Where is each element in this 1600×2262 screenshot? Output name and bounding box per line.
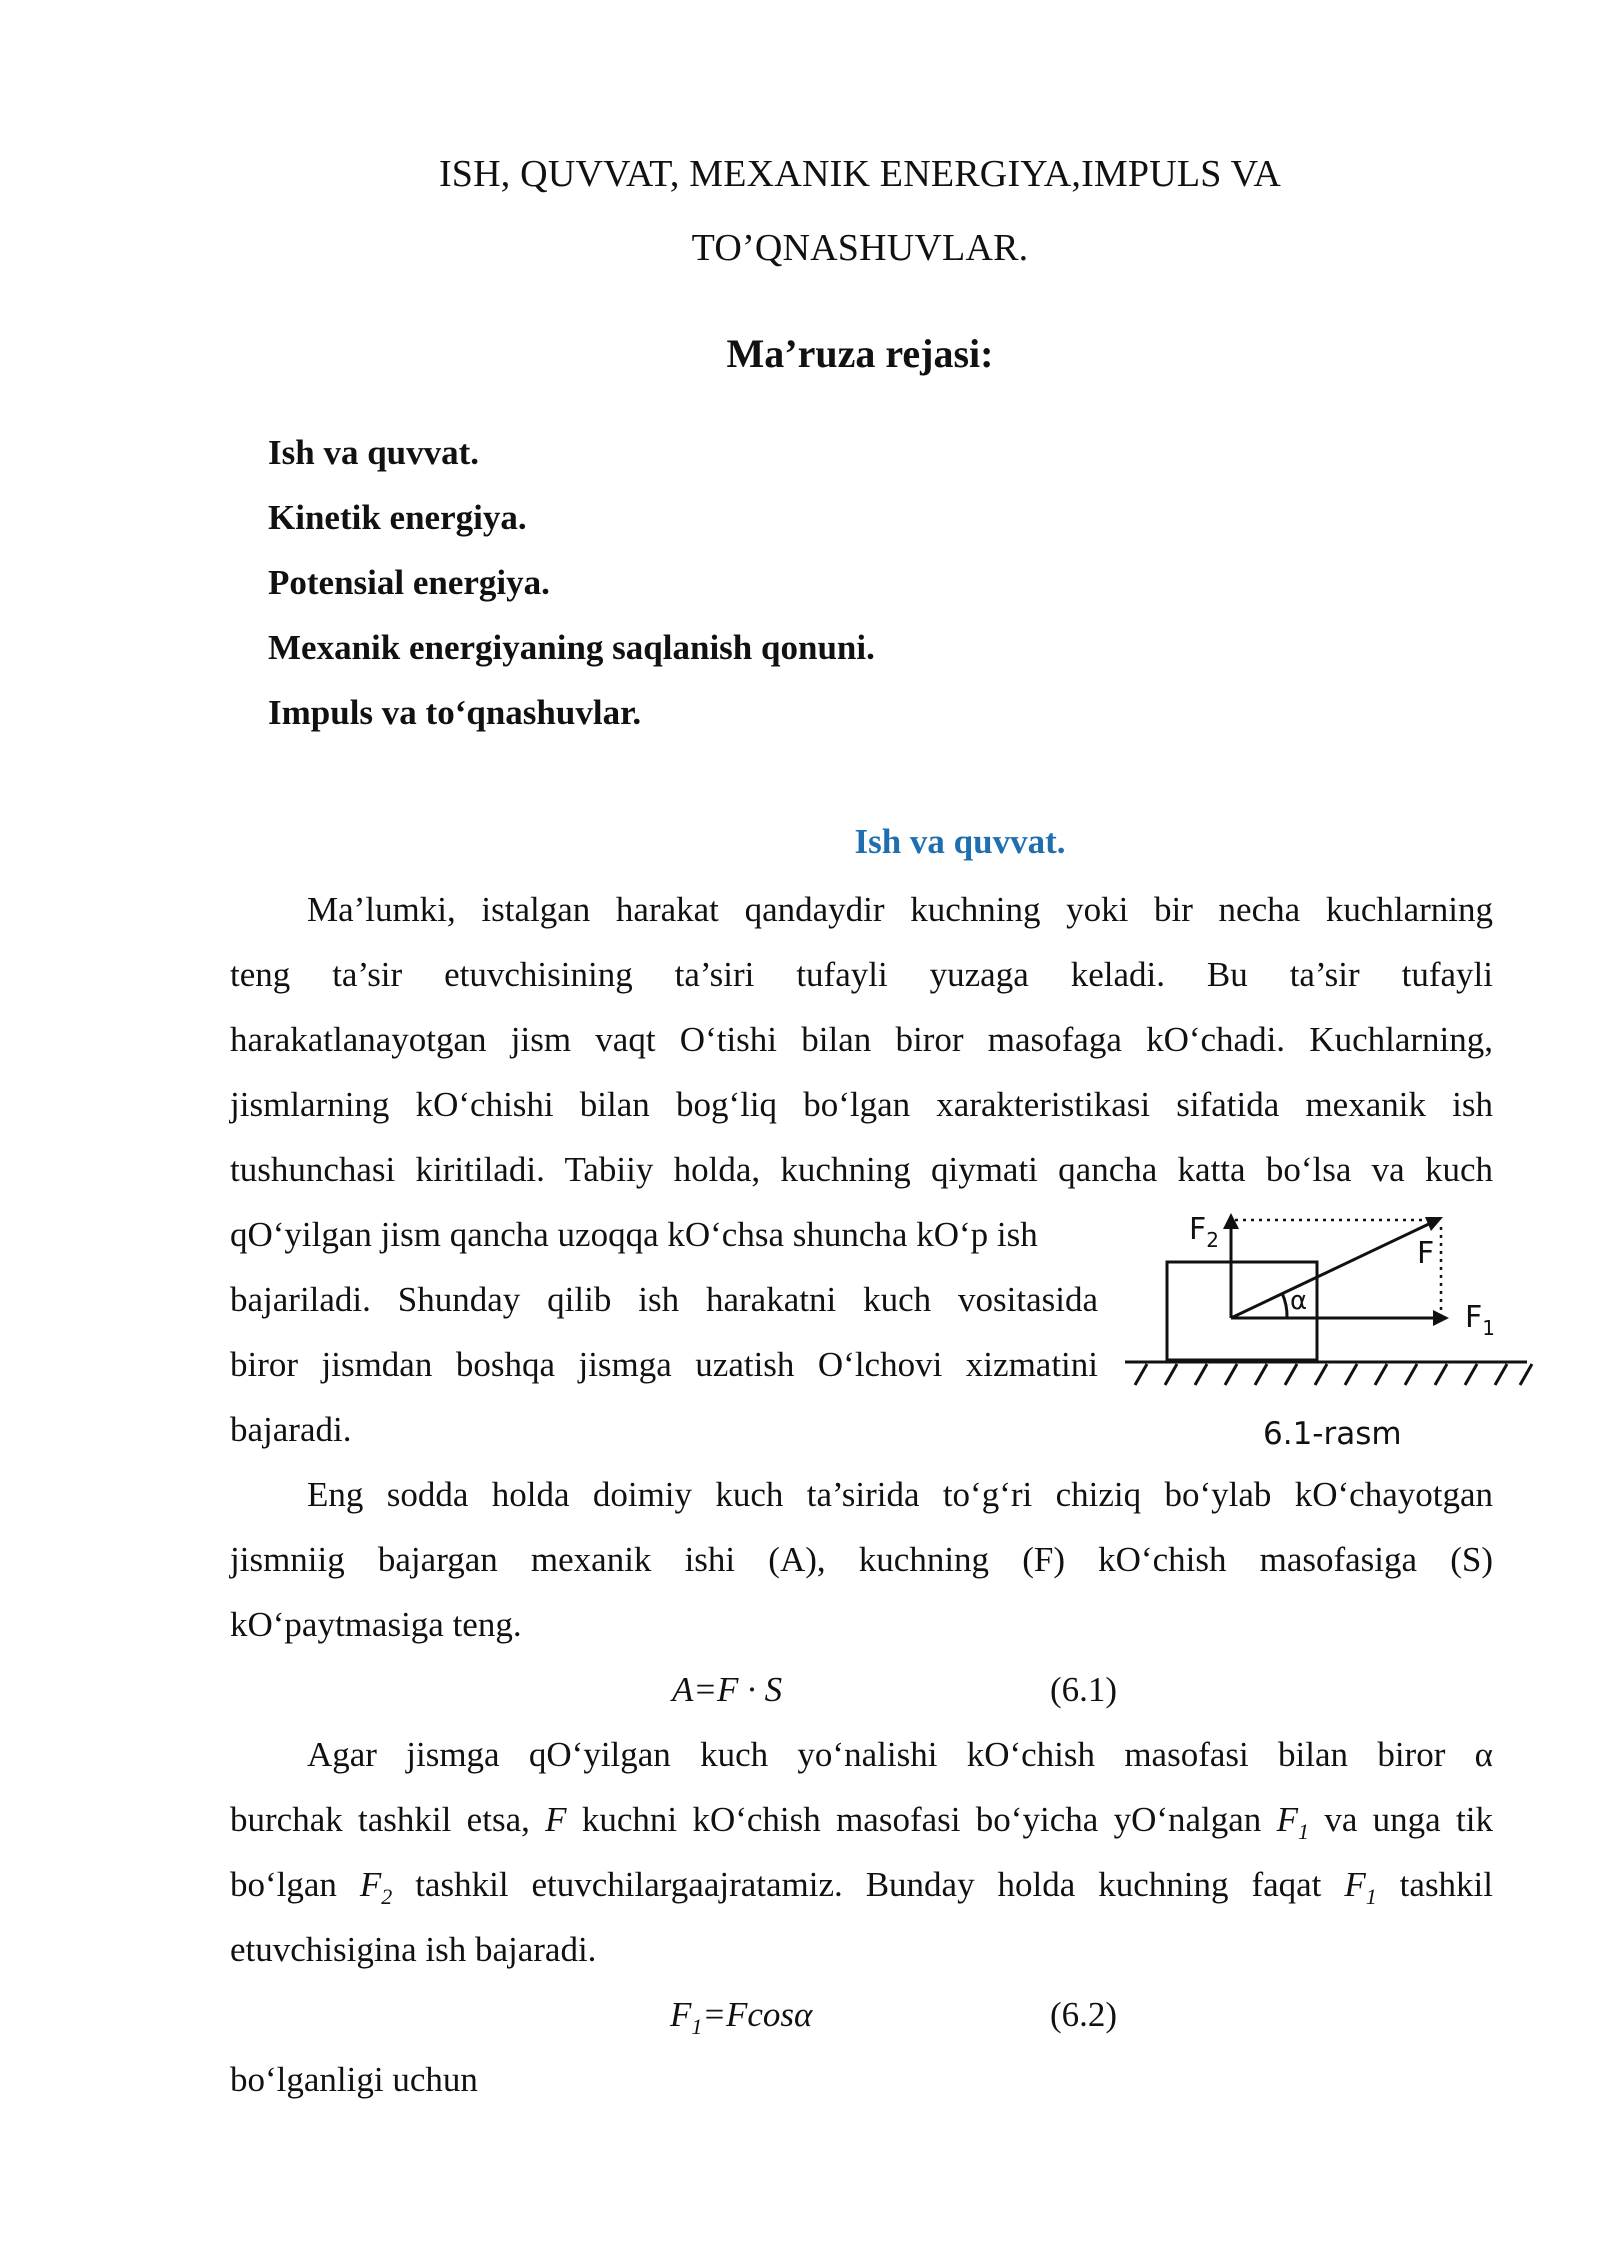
- plan-item: Potensial energiya.: [268, 563, 550, 602]
- paragraph-1-line: tushunchasi kiritiladi. Tabiiy holda, kuchning qiymati qancha katta bo‘lsa va kuch: [230, 1150, 1493, 1189]
- plan-item: Kinetik energiya.: [268, 498, 527, 537]
- formula-expression: $F_1=Fcos\alpha$: [670, 1995, 813, 2039]
- plan-item: Ish va quvvat.: [268, 433, 480, 472]
- lecture-plan-title: Ma’ruza rejasi:: [726, 331, 994, 376]
- paragraph-3-line: Agar jismga qO‘yilgan kuch yo‘nalishi kO‘chish masofasi bilan biror α: [307, 1735, 1493, 1774]
- paragraph-1-line: biror jismdan boshqa jismga uzatish O‘lchovi xizmatini: [230, 1345, 1098, 1384]
- paragraph-1-line: teng ta’sir etuvchisining ta’siri tufayli yuzaga keladi. Bu ta’sir tufayli: [230, 955, 1493, 994]
- alpha-arc: [1282, 1293, 1287, 1318]
- paragraph-1-line: bajariladi. Shunday qilib ish harakatni kuch vositasida: [230, 1280, 1098, 1319]
- paragraph-1-line: Ma’lumki, istalgan harakat qandaydir kuchning yoki bir necha kuchlarning: [307, 890, 1493, 929]
- f1-arrowhead: [1433, 1310, 1449, 1326]
- paragraph-1-line: jismlarning kO‘chishi bilan bog‘liq bo‘lgan xarakteristikasi sifatida mexanik ish: [230, 1085, 1493, 1124]
- plan-item: Mexanik energiyaning saqlanish qonuni.: [268, 628, 875, 667]
- paragraph-2-line: kO‘paytmasiga teng.: [230, 1605, 522, 1644]
- figure-caption: 6.1-rasm: [1263, 1416, 1402, 1452]
- lecture-plan-list: [268, 428, 875, 753]
- formula-number: (6.2): [1050, 1995, 1118, 2034]
- label-f2: $F_2$: [1189, 1212, 1219, 1252]
- plan-item: Impuls va to‘qnashuvlar.: [268, 693, 642, 732]
- label-f: F: [1417, 1236, 1435, 1271]
- ground-hatching: [1135, 1364, 1532, 1385]
- paragraph-1-line: harakatlanayotgan jism vaqt O‘tishi bilan biror masofaga kO‘chadi. Kuchlarning,: [230, 1020, 1493, 1059]
- paragraph-1-line: bajaradi.: [230, 1410, 352, 1449]
- section-heading: Ish va quvvat.: [854, 822, 1066, 861]
- paragraph-2-line: Eng sodda holda doimiy kuch ta’sirida to‘g‘ri chiziq bo‘ylab kO‘chayotgan: [307, 1475, 1493, 1514]
- label-alpha: α: [1290, 1286, 1308, 1316]
- paragraph-1-line: qO‘yilgan jism qancha uzoqqa kO‘chsa shuncha kO‘p ish: [230, 1215, 1038, 1254]
- paragraph-3-line: etuvchisigina ish bajaradi.: [230, 1930, 597, 1969]
- formula-number: (6.1): [1050, 1670, 1118, 1709]
- label-f1: $F_1$: [1465, 1300, 1495, 1340]
- title-line-1: ISH, QUVVAT, MEXANIK ENERGIYA,IMPULS VA: [438, 153, 1282, 195]
- f-vector: [1231, 1222, 1433, 1318]
- paragraph-3-line: burchak tashkil etsa, F kuchni kO‘chish masofasi bo‘yicha yO‘nalgan $F_1$ va unga tik: [230, 1800, 1493, 1844]
- paragraph-2-line: jismniig bajargan mexanik ishi (A), kuchning (F) kO‘chish masofasiga (S): [230, 1540, 1493, 1579]
- closing-line: bo‘lganligi uchun: [230, 2060, 478, 2099]
- formula-expression: A=F · S: [672, 1670, 783, 1709]
- paragraph-3-line: bo‘lgan $F_2$ tashkil etuvchilargaajratamiz. Bunday holda kuchning faqat $F_1$ tashkil: [230, 1865, 1494, 1909]
- title-line-2: TO’QNASHUVLAR.: [691, 227, 1029, 269]
